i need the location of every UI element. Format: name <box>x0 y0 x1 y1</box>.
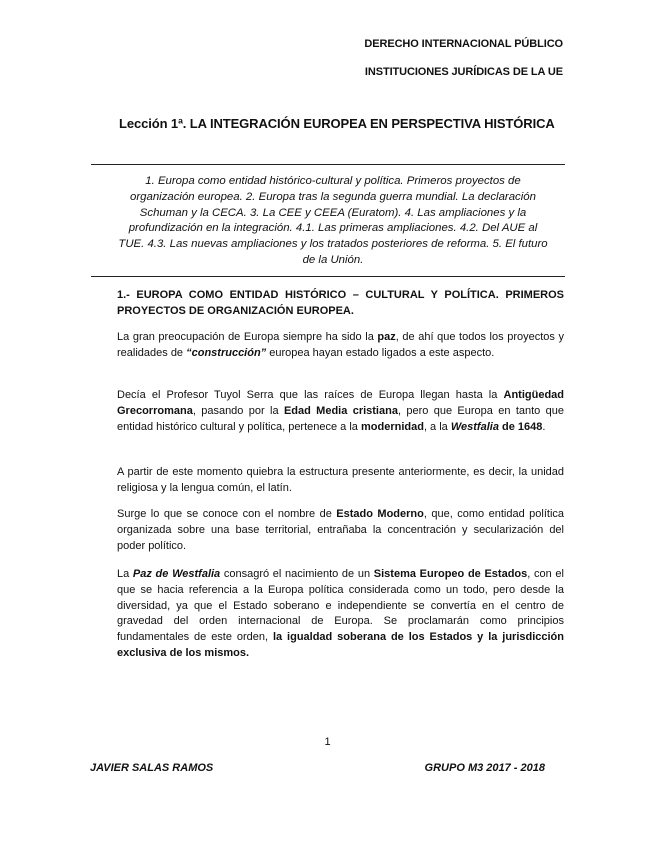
text-run: europea hayan estado ligados a este aspecto. <box>266 346 495 359</box>
text-run: paz <box>377 331 396 343</box>
text-run: Surge lo que se conoce con el nombre de <box>117 508 337 520</box>
text-run: Paz de Westfalia <box>132 568 221 580</box>
paragraph-raices-europa <box>117 388 564 435</box>
text-run: Edad Media cristiana <box>283 404 398 417</box>
text-run: Estado Moderno <box>336 508 424 520</box>
text-run: , que, como entidad política organizada sobre una base territorial, entrañaba la concentración y secularización del poder político. <box>117 508 565 552</box>
text-run: , de ahí que todos los proyectos y realidades de <box>117 331 564 359</box>
lesson-title: Lección 1ª. LA INTEGRACIÓN EUROPEA EN PERSPECTIVA HISTÓRICA <box>119 116 555 131</box>
summary-top-rule <box>91 164 565 165</box>
text-run: . <box>542 420 546 433</box>
paragraph-estado-moderno <box>117 507 564 554</box>
footer-group: GRUPO M3 2017 - 2018 <box>424 762 545 774</box>
paragraph-paz-westfalia <box>117 567 564 662</box>
text-run: la igualdad soberana de los Estados y la jurisdicción exclusiva de los mismos. <box>117 631 564 659</box>
paragraph-quiebra-estructura <box>117 465 564 497</box>
text-run: La <box>117 568 133 580</box>
text-run: modernidad <box>360 420 424 433</box>
text-run: , pasando por la <box>192 404 284 417</box>
text-run: , a la <box>423 420 451 433</box>
page-number: 1 <box>324 736 331 748</box>
text-run: de 1648 <box>498 420 543 433</box>
text-run: “construcción” <box>186 346 267 359</box>
text-run: Decía el Profesor Tuyol Serra que las raíces de Europa llegan hasta la <box>117 389 504 401</box>
text-run: A partir de este momento quiebra la estructura presente anteriormente, es decir, la unidad religiosa y la lengua común, el latín. <box>117 466 564 494</box>
text-run: Westfalia <box>450 420 499 433</box>
section-heading: 1.- EUROPA COMO ENTIDAD HISTÓRICO – CULTURAL Y POLÍTICA. PRIMEROS PROYECTOS DE ORGANIZACIÓN EUROPEA. <box>117 289 564 317</box>
lesson-summary: 1. Europa como entidad histórico-cultural y política. Primeros proyectos de organización europea. 2. Europa tras la segunda guerra mundial. La declaración Schuman y la CECA. 3. La CEE y CEEA (Euratom). 4. Las ampliaciones y la profundización en la integración. 4.1. Las primeras ampliaciones. 4.2. Del AUE al TUE. 4.3. Las nuevas ampliaciones y los tratados posteriores de reforma. 5. El futuro de la Unión. <box>118 175 548 266</box>
footer-author: JAVIER SALAS RAMOS <box>90 762 214 774</box>
summary-bottom-rule <box>91 276 565 277</box>
text-run: Sistema Europeo de Estados <box>373 568 528 580</box>
text-run: , con el que se hacia referencia a la Europa política considerada como un todo, pero desde la diversidad, ya que el Estado soberano e independiente se convertía en el centro de gravedad del orden internacional de Europa. Se proclamarán como principios fundamentales de este orden, <box>117 568 564 644</box>
paragraph-paz <box>117 330 564 362</box>
text-run: , pero que Europa en tanto que entidad histórico cultural y política, pertenece a la <box>117 404 564 433</box>
header-subject-title: INSTITUCIONES JURÍDICAS DE LA UE <box>364 66 563 78</box>
header-course-title: DERECHO INTERNACIONAL PÚBLICO <box>364 38 563 50</box>
text-run: La gran preocupación de Europa siempre ha sido la <box>117 331 378 343</box>
text-run: consagró el nacimiento de un <box>220 568 374 580</box>
text-run: Antigüedad Grecorromana <box>117 389 564 417</box>
